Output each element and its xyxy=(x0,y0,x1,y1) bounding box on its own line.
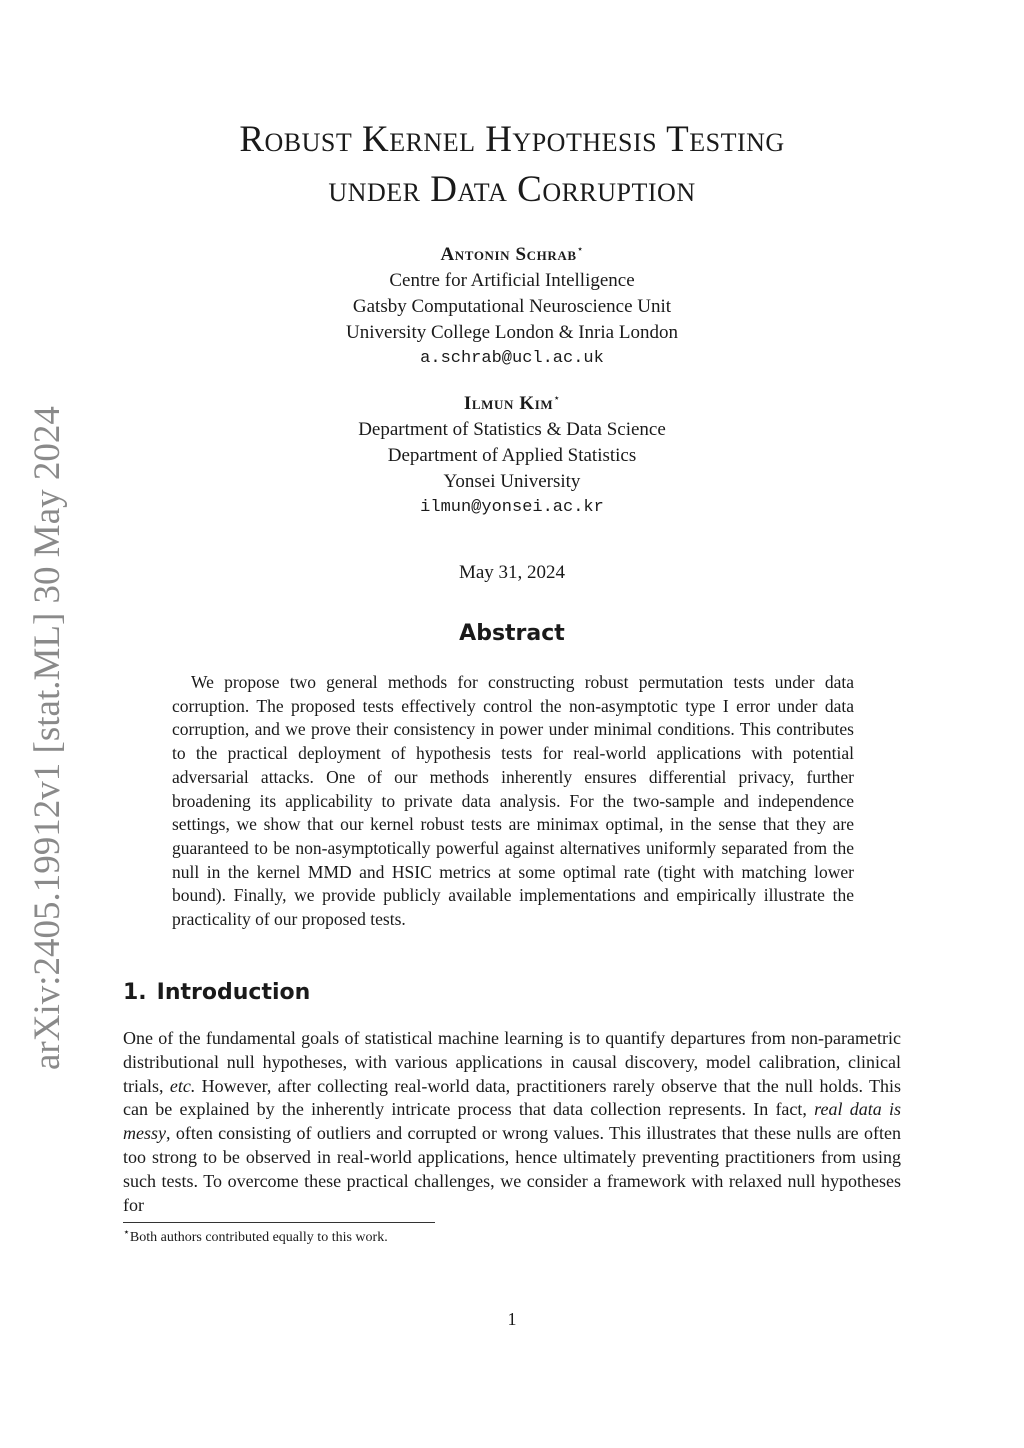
abstract-heading: Abstract xyxy=(459,621,565,646)
page-number: 1 xyxy=(507,1309,517,1329)
author-block-2 xyxy=(0,391,1024,521)
section-number: 1. xyxy=(123,980,147,1005)
abstract-text: We propose two general methods for constructing robust permutation tests under data corruption. The proposed tests effectively control the non-asymptotic type I error under data corruption, and we prove their consistency in power under minimal conditions. This contributes to the practical deployment of hypothesis tests for real-world applications with potential adversarial attacks. One of our methods inherently ensures differential privacy, further broadening its applicability to private data analysis. For the two-sample and independence settings, we show that our kernel robust tests are minimax optimal, in the sense that they are guaranteed to be non-asymptotically powerful against alternatives uniformly separated from the null in the kernel MMD and HSIC metrics at some optimal rate (tight with matching lower bound). Finally, we provide publicly available implementations and empirically illustrate the practicality of our proposed tests. xyxy=(172,672,854,930)
intro-text-part-2: However, after collecting real-world data, practitioners rarely observe that the null holds. This can be explained by the inherently intricate process that data collection represents. In fact, xyxy=(123,1075,901,1120)
author-affiliation: Department of Statistics & Data Science xyxy=(358,419,666,440)
author-block-1 xyxy=(0,242,1024,372)
intro-text-part-1: One of the fundamental goals of statistical machine learning is to quantify departures from non-parametric distributional null hypotheses, with various applications in causal discovery, model calibration, clinical trials, xyxy=(123,1028,901,1096)
author-affiliation: Department of Applied Statistics xyxy=(387,445,637,466)
author-affiliation: University College London & Inria London xyxy=(346,322,678,343)
footnote-marker: ⋆ xyxy=(123,1226,130,1239)
footnote-divider xyxy=(123,1222,435,1223)
author-name: Antonin Schrab xyxy=(440,244,577,265)
author-footnote-marker: ⋆ xyxy=(576,243,584,256)
author-affiliation: Gatsby Computational Neuroscience Unit xyxy=(352,296,672,317)
section-heading-introduction xyxy=(123,980,310,1005)
intro-emphasis: real data is messy xyxy=(123,1099,901,1144)
title-line-1: Robust Kernel Hypothesis Testing xyxy=(239,119,785,160)
paper-title xyxy=(0,115,1024,215)
author-affiliation: Yonsei University xyxy=(443,471,581,492)
introduction-paragraph xyxy=(123,1027,901,1217)
publication-date: May 31, 2024 xyxy=(458,562,566,583)
author-affiliation: Centre for Artificial Intelligence xyxy=(389,270,635,291)
footnote-text: Both authors contributed equally to this work. xyxy=(129,1230,388,1245)
intro-text-part-3: , often consisting of outliers and corrupted or wrong values. This illustrates that these nulls are often too strong to be observed in real-world applications, hence ultimately preventing practitioners from using such tests. To overcome these practical challenges, we consider a framework with relaxed null hypotheses for xyxy=(123,1123,901,1215)
author-email: ilmun@yonsei.ac.kr xyxy=(420,498,604,517)
title-line-2: under Data Corruption xyxy=(328,169,696,210)
author-name: Ilmun Kim xyxy=(463,393,554,414)
author-footnote-marker: ⋆ xyxy=(553,392,561,405)
author-email: a.schrab@ucl.ac.uk xyxy=(420,349,604,368)
arxiv-identifier-stamp: arXiv:2405.19912v1 [stat.ML] 30 May 2024 xyxy=(27,406,68,1070)
section-title: Introduction xyxy=(156,980,311,1005)
footnote xyxy=(123,1226,388,1247)
intro-etc: etc. xyxy=(169,1075,196,1096)
